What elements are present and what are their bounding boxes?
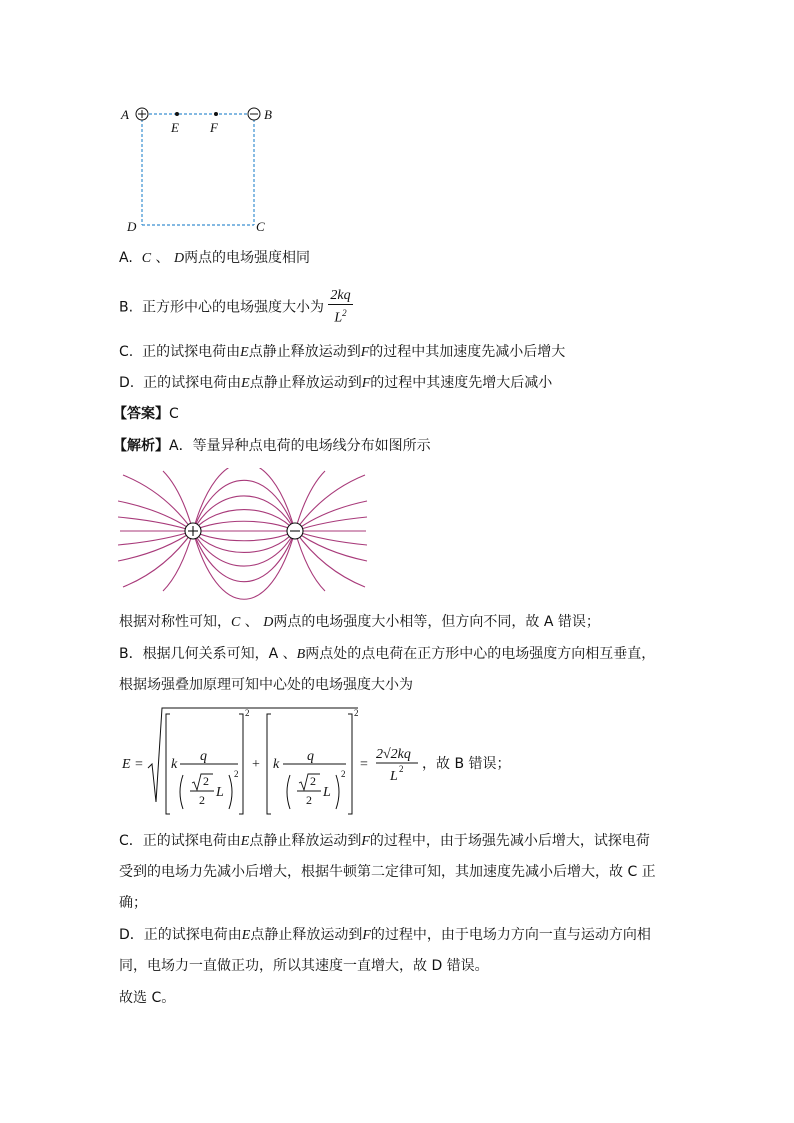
- formula-q2: q: [307, 749, 314, 764]
- svg-text:2: 2: [310, 774, 316, 788]
- positive-charge: [185, 523, 201, 539]
- option-a-prefix: A.: [119, 250, 133, 266]
- option-a-var-c: C: [141, 251, 152, 266]
- svg-text:2: 2: [399, 764, 404, 774]
- analysis-c-line1: [119, 831, 650, 852]
- positive-charge-A: [136, 108, 148, 120]
- option-d-var-e: E: [241, 376, 250, 391]
- label-A: A: [121, 107, 129, 122]
- analysis-d-text2: 点静止释放运动到: [250, 927, 363, 943]
- analysis-d-line1: [119, 925, 651, 946]
- answer-value: C: [169, 406, 179, 422]
- option-d-text3: 的过程中其速度先增大后减小: [370, 375, 553, 391]
- option-c-var-f: F: [360, 345, 370, 360]
- formula-plus: +: [252, 757, 260, 772]
- analysis-a-text2: 两点的电场强度大小相等，但方向不同，故 A 错误；: [273, 614, 600, 630]
- field-line-upper-1: [193, 510, 295, 531]
- analysis-c-var-f: F: [361, 834, 370, 849]
- svg-text:2: 2: [354, 708, 359, 718]
- formula-tail: ，故 B 错误；: [422, 756, 511, 772]
- field-line-neg-ray-1: [295, 501, 367, 531]
- option-d-var-f: F: [361, 376, 371, 391]
- field-line-lower-1: [193, 531, 295, 552]
- option-d: [119, 373, 552, 394]
- option-b-prefix: B.: [119, 299, 134, 316]
- bracket-right-1: [239, 714, 243, 814]
- analysis-d-var-e: E: [241, 928, 251, 943]
- point-E-dot: [175, 112, 179, 116]
- field-lines-figure: [118, 468, 368, 602]
- option-b-text: 正方形中心的电场强度大小为: [141, 299, 324, 316]
- analysis-d-text4: 同，电场力一直做正功，所以其速度一直增大，故 D 错误。: [119, 958, 489, 974]
- field-formula: [118, 702, 538, 822]
- svg-text:2: 2: [234, 769, 239, 779]
- analysis-b-text3: 根据场强叠加原理可知中心处的电场强度大小为: [119, 677, 413, 693]
- label-C: C: [256, 219, 265, 234]
- field-line-lower-0: [193, 531, 295, 541]
- analysis-a-sep: 、: [244, 614, 259, 630]
- analysis-a-text1: 根据对称性可知，: [119, 614, 231, 630]
- analysis-c-text3: 的过程中，由于场强先减小后增大，试探电荷: [369, 833, 650, 849]
- bracket-right-2: [348, 714, 352, 814]
- option-c-prefix: C.: [119, 344, 134, 360]
- option-c-text1: 正的试探电荷由: [142, 344, 241, 360]
- formula-rhs-num: 2√2kq: [376, 747, 411, 762]
- analysis-a-conclusion: [119, 612, 600, 633]
- svg-text:L: L: [323, 785, 331, 800]
- bracket-left-2: [267, 714, 271, 814]
- formula-eq1: =: [135, 757, 143, 772]
- label-D: D: [127, 219, 137, 234]
- option-b-frac-den: $L^2$: [334, 308, 347, 326]
- analysis-final-text: 故选 C。: [119, 990, 176, 1006]
- formula-k1: k: [171, 757, 178, 772]
- analysis-final: [119, 988, 175, 1008]
- option-c-text2: 点静止释放运动到: [248, 344, 361, 360]
- answer-tag: 【答案】: [113, 406, 169, 422]
- analysis-d-text1: D．正的试探电荷由: [119, 927, 242, 943]
- point-F-dot: [214, 112, 218, 116]
- option-a: [119, 248, 310, 269]
- analysis-b-text1: B．根据几何关系可知，A 、: [119, 646, 297, 662]
- formula-rhs-den: L: [390, 769, 398, 784]
- svg-text:2: 2: [245, 708, 250, 718]
- formula-eq2: =: [360, 757, 368, 772]
- analysis-c-text1: C．正的试探电荷由: [119, 833, 241, 849]
- analysis-b-line1: [119, 644, 655, 665]
- field-line-lower-3: [193, 531, 295, 582]
- analysis-c-var-e: E: [240, 834, 250, 849]
- square-charge-figure: [110, 98, 290, 238]
- svg-text:2: 2: [199, 793, 205, 807]
- analysis-a-var-c: C: [231, 615, 241, 630]
- negative-charge: [287, 523, 303, 539]
- analysis-c-text4: 受到的电场力先减小后增大，根据牛顿第二定律可知，其加速度先减小后增大，故 C 正: [119, 864, 656, 880]
- analysis-a-intro: A．等量异种点电荷的电场线分布如图所示: [169, 438, 431, 454]
- analysis-c-text5: 确；: [119, 895, 147, 911]
- analysis-a-var-d: D: [263, 615, 274, 630]
- label-E: E: [171, 120, 179, 135]
- formula-q1: q: [200, 749, 207, 764]
- analysis-b-text2: 两点处的点电荷在正方形中心的电场强度方向相互垂直，: [305, 646, 656, 662]
- analysis-c-line2: [119, 862, 656, 882]
- field-line-upper-3: [193, 480, 295, 531]
- analysis-d-text3: 的过程中，由于电场力方向一直与运动方向相: [370, 927, 651, 943]
- option-b-fraction: [328, 288, 352, 327]
- option-c-text3: 的过程中其加速度先减小后增大: [369, 344, 566, 360]
- analysis-b-var-b: B: [296, 647, 306, 662]
- option-a-sep: 、: [155, 250, 170, 266]
- option-d-prefix: D.: [119, 375, 135, 391]
- analysis-b-line2: [119, 675, 413, 695]
- analysis-c-text2: 点静止释放运动到: [249, 833, 362, 849]
- analysis-c-line3: [119, 893, 147, 913]
- option-c: [119, 342, 565, 363]
- option-b: [119, 288, 353, 327]
- formula-lhs: E: [122, 757, 131, 772]
- option-b-frac-num: 2kq: [330, 288, 351, 303]
- svg-text:L: L: [216, 785, 224, 800]
- svg-text:2: 2: [306, 793, 312, 807]
- field-line-upper-0: [193, 521, 295, 531]
- field-line-neg-ray-4: [295, 531, 367, 561]
- formula-k2: k: [273, 757, 280, 772]
- option-d-text2: 点静止释放运动到: [249, 375, 362, 391]
- option-a-var-d: D: [173, 251, 185, 266]
- analysis-tag: 【解析】: [113, 438, 169, 454]
- answer-line: [113, 404, 179, 424]
- option-a-text: 两点的电场强度相同: [184, 250, 311, 266]
- svg-text:2: 2: [341, 769, 346, 779]
- label-F: F: [210, 120, 218, 135]
- negative-charge-B: [248, 108, 260, 120]
- bracket-left-1: [166, 714, 170, 814]
- option-d-text1: 正的试探电荷由: [143, 375, 242, 391]
- option-c-var-e: E: [240, 345, 249, 360]
- label-B: B: [264, 107, 272, 122]
- analysis-intro: [113, 436, 431, 456]
- analysis-d-var-f: F: [362, 928, 371, 943]
- analysis-d-line2: [119, 956, 489, 976]
- svg-text:2: 2: [203, 774, 209, 788]
